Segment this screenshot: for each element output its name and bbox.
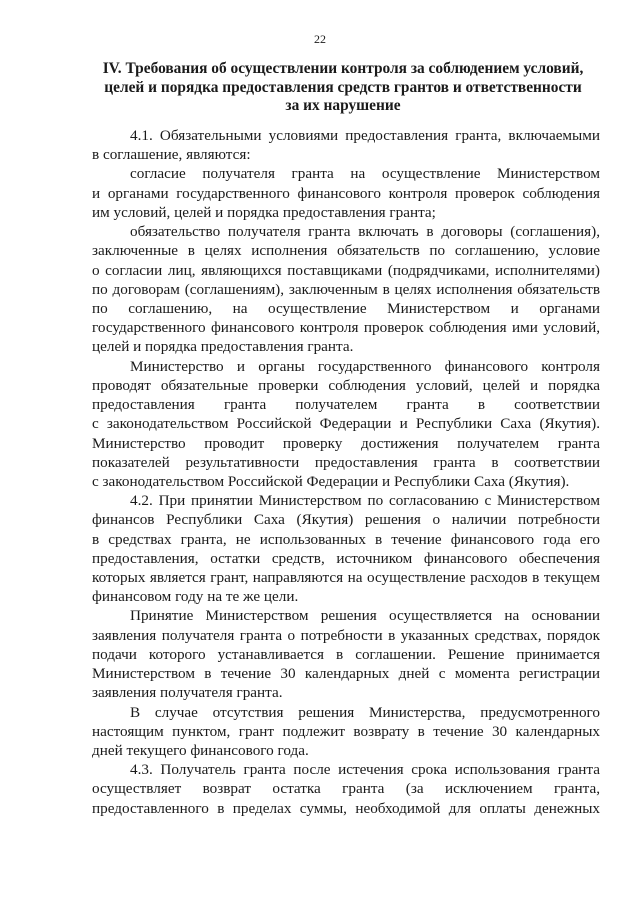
paragraph-line: Министерство проводит проверку достижения получателем гранта	[92, 434, 600, 452]
paragraph-line: подачи которого устанавливается в соглашении. Решение принимается	[92, 645, 600, 663]
paragraph-line: осуществляет возврат остатка гранта (за исключением гранта,	[92, 780, 600, 798]
paragraph	[92, 491, 600, 606]
paragraph-line: которых является грант, направляются на осуществление расходов в текущем	[92, 569, 600, 587]
paragraph-line: целей и порядка предоставления гранта.	[92, 338, 354, 356]
paragraph	[92, 606, 600, 702]
paragraph-line: государственного финансового контроля проверок соблюдения ими условий,	[92, 319, 600, 337]
document-body	[92, 126, 600, 818]
paragraph-line: предоставленного в пределах суммы, необходимой для оплаты денежных	[92, 799, 600, 817]
paragraph-line: финансов Республики Саха (Якутия) решения о наличии потребности	[92, 511, 600, 529]
paragraph-line: с законодательством Российской Федерации и Республики Саха (Якутия).	[92, 415, 600, 433]
section-title	[88, 60, 598, 116]
paragraph-line: дней текущего финансового года.	[92, 742, 309, 759]
paragraph-line: заявления получателя гранта о потребности в указанных средствах, порядок	[92, 626, 600, 644]
paragraph-line: предоставления, остатки средств, источником финансового обеспечения	[92, 549, 600, 567]
page-number: 22	[314, 32, 326, 46]
paragraph-line: 4.1. Обязательными условиями предоставления гранта, включаемыми	[130, 127, 600, 144]
paragraph-line: в средствах гранта, не использованных в течение финансового года его	[92, 530, 600, 548]
paragraph	[92, 126, 600, 164]
section-title-line: IV. Требования об осуществлении контроля за соблюдением условий,	[102, 60, 584, 77]
paragraph-line: проводят обязательные проверки соблюдения условий, целей и порядка	[92, 376, 600, 394]
paragraph-line: 4.2. При принятии Министерством по согласованию с Министерством	[130, 492, 600, 510]
paragraph-line: и органами государственного финансового контроля проверок соблюдения	[92, 184, 600, 202]
paragraph	[92, 760, 600, 818]
paragraph	[92, 222, 600, 357]
paragraph-line: обязательство получателя гранта включать в договоры (соглашения),	[130, 223, 600, 241]
paragraph-line: заявления получателя гранта.	[92, 684, 283, 702]
section-title-line: целей и порядка предоставления средств грантов и ответственности	[104, 78, 582, 96]
paragraph-line: им условий, целей и порядка предоставления гранта;	[92, 203, 436, 221]
paragraph	[92, 164, 600, 222]
paragraph-line: заключенные в целях исполнения обязательств по соглашению, условие	[92, 242, 600, 260]
paragraph	[92, 357, 600, 492]
paragraph-line: Принятие Министерством решения осуществляется на основании	[130, 607, 600, 625]
paragraph-line: предоставления гранта получателем гранта в соответствии	[92, 396, 600, 414]
paragraph-line: 4.3. Получатель гранта после истечения срока использования гранта	[130, 761, 600, 779]
paragraph-line: настоящим пунктом, грант подлежит возврату в течение 30 календарных	[92, 722, 600, 740]
paragraph-line: с законодательством Российской Федерации и Республики Саха (Якутия).	[92, 472, 570, 490]
paragraph-line: по соглашению, на осуществление Министерством и органами	[92, 299, 600, 317]
paragraph-line: Министерством в течение 30 календарных дней с момента регистрации	[92, 665, 600, 683]
paragraph-line: В случае отсутствия решения Министерства, предусмотренного	[130, 703, 600, 721]
section-title-line: за их нарушение	[285, 97, 401, 115]
paragraph-line: Министерство и органы государственного финансового контроля	[130, 357, 600, 375]
paragraph-line: по договорам (соглашениям), заключенным в целях исполнения обязательств	[92, 280, 600, 298]
paragraph-line: в соглашение, являются:	[92, 146, 251, 164]
paragraph	[92, 703, 600, 761]
paragraph-line: финансовом году на те же цели.	[92, 588, 299, 606]
paragraph-line: о согласии лиц, являющихся поставщиками (подрядчиками, исполнителями)	[92, 261, 600, 279]
paragraph-line: согласие получателя гранта на осуществление Министерством	[130, 165, 600, 183]
paragraph-line: показателей результативности предоставления гранта в соответствии	[92, 453, 600, 471]
